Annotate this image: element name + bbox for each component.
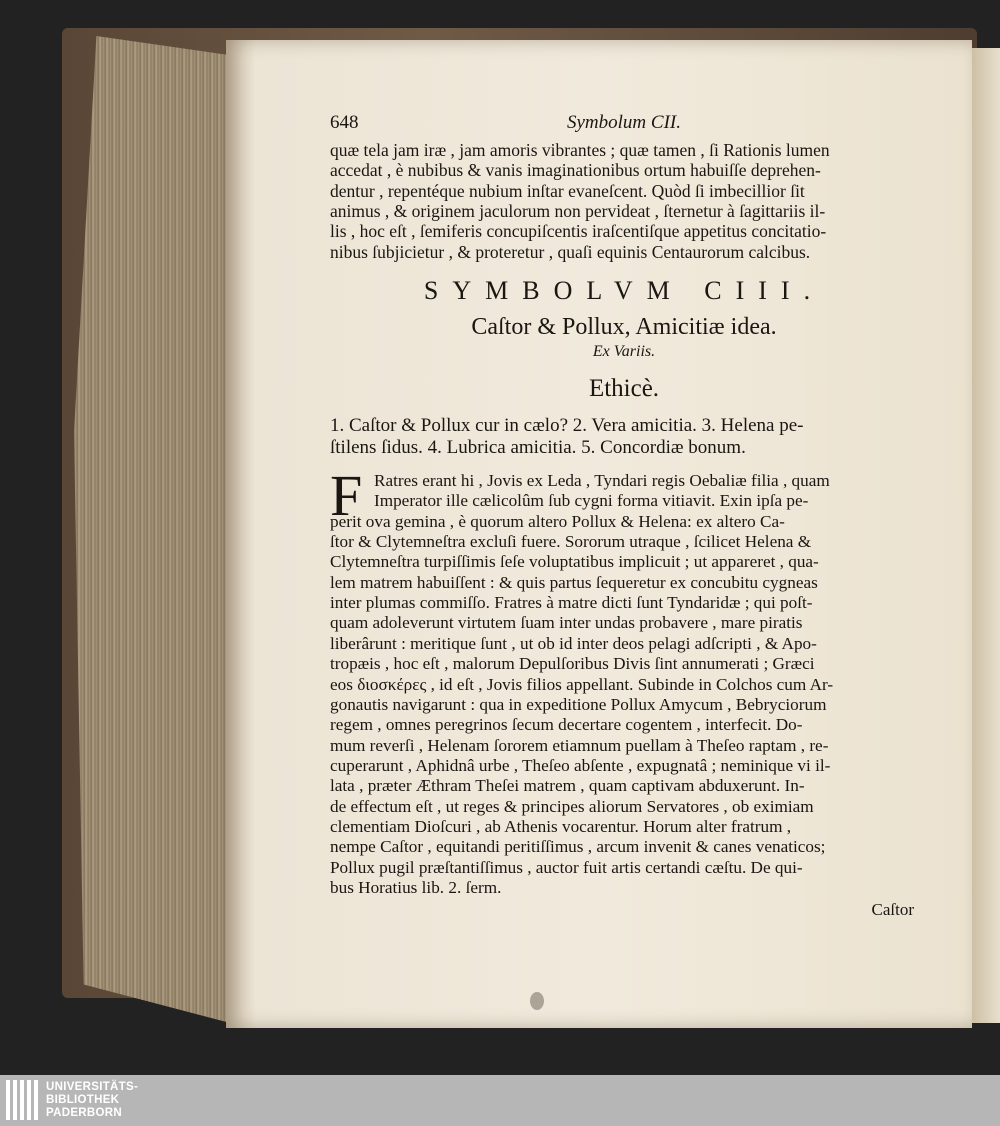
text-line: cuperarunt , Aphidnâ urbe , Theſeo abſente , expugnatâ ; neminique vi il- [330,755,831,775]
text-line: gonautis navigarunt : qua in expeditione Pollux Amycum , Bebryciorum [330,694,827,714]
facing-page-edge [972,48,1000,1023]
body-paragraph [330,463,918,920]
text-line: mum reverſi , Helenam ſororem etiamnum puellam à Theſeo raptam , re- [330,735,829,755]
points-line: ſtilens ſidus. 4. Lubrica amicitia. 5. Concordiæ bonum. [330,437,746,459]
text-line: bus Horatius lib. 2. ſerm. [330,877,502,897]
text-line: quam adoleverunt virtutem ſuam inter undas probavere , mare piratis [330,613,803,633]
page-number: 648 [330,112,359,133]
text-line: de effectum eſt , ut reges & principes aliorum Servatores , ob eximiam [330,796,814,816]
library-logo [6,1080,138,1120]
points-line: 1. Caſtor & Pollux cur in cælo? 2. Vera amicitia. 3. Helena pe- [330,415,804,437]
text-line: dentur , repentéque nubium inſtar evaneſcent. Quòd ſi imbecillior ſit [330,180,805,201]
text-line: nempe Caſtor , equitandi peritiſſimus , arcum invenit & canes venaticos; [330,837,826,857]
logo-line: UNIVERSITÄTS- [46,1080,139,1093]
logo-line: PADERBORN [46,1106,122,1119]
stain-mark [530,992,544,1010]
logo-line: BIBLIOTHEK [46,1093,120,1106]
text-line: clementiam Dioſcuri , ab Athenis vocarentur. Horum alter fratrum , [330,816,792,836]
symbol-heading: SYMBOLVM CIII. [423,276,825,306]
symbol-source: Ex Variis. [592,343,656,361]
text-line: Imperator ille cælicolûm ſub cygni forma vitiavit. Exin ipſa pe- [374,491,809,511]
text-line: eos διοσκέρες , id eſt , Jovis filios appellant. Subinde in Colchos cum Ar- [330,674,834,694]
text-line: liberârunt : meritique ſunt , ut ob id inter deos pelagi adſcripti , & Apo- [330,633,817,653]
text-line: Clytemneſtra turpiſſimis ſeſe voluptatibus implicuit ; ut appareret , qua- [330,552,819,572]
text-line: ſtor & Clytemneſtra excluſi fuere. Sororum utraque , ſcilicet Helena & [330,532,812,552]
text-line: animus , & originem jaculorum non pervideat , ſternetur à ſagittariis il- [330,201,826,222]
text-line: lis , hoc eſt , ſemiferis concupiſcentis iraſcentiſque appetitus concitatio- [330,221,827,242]
text-line: perit ova gemina , è quorum altero Pollux & Helena: ex altero Ca- [330,511,785,531]
section-heading: Ethicè. [588,375,660,403]
text-line: inter plumas commiſſo. Fratres à matre dicti ſunt Tyndaridæ ; qui poſt- [330,593,813,613]
text-line: lata , præter Æthram Theſei matrem , quam captivam abduxerunt. In- [330,776,805,796]
library-footer [0,1075,1000,1126]
logo-bars-icon [6,1080,38,1120]
running-title: Symbolum CII. [567,112,681,133]
text-line: tropæis , hoc eſt , malorum Depulſoribus Divis ſint annumerati ; Græci [330,654,815,674]
page-text [330,112,918,920]
symbol-title: Caſtor & Pollux, Amicitiæ idea. [471,314,777,341]
page-edges [74,36,234,1024]
text-line: regem , omnes peregrinos ſecum decertare cogentem , interfecit. Do- [330,715,803,735]
intro-paragraph [330,140,918,262]
text-line: nibus ſubjicietur , & proteretur , quaſi equinis Centaurorum calcibus. [330,241,811,262]
text-line: Ratres erant hi , Jovis ex Leda , Tyndari regis Oebaliæ filia , quam [374,471,830,491]
points-list [330,415,918,459]
text-line: Pollux pugil præſtantiſſimus , auctor fuit artis certandi cæſtu. De qui- [330,857,803,877]
drop-cap: F [330,463,363,529]
text-line: accedat , è nubibus & vanis imaginationibus ortum habuiſſe deprehen- [330,160,821,181]
running-head [330,112,918,140]
text-line: quæ tela jam iræ , jam amoris vibrantes ; quæ tamen , ſi Rationis lumen [330,140,830,160]
catchword: Caſtor [871,900,914,920]
text-line: lem matrem habuiſſent : & quis partus ſequeretur ex concubitu cygneas [330,572,818,592]
